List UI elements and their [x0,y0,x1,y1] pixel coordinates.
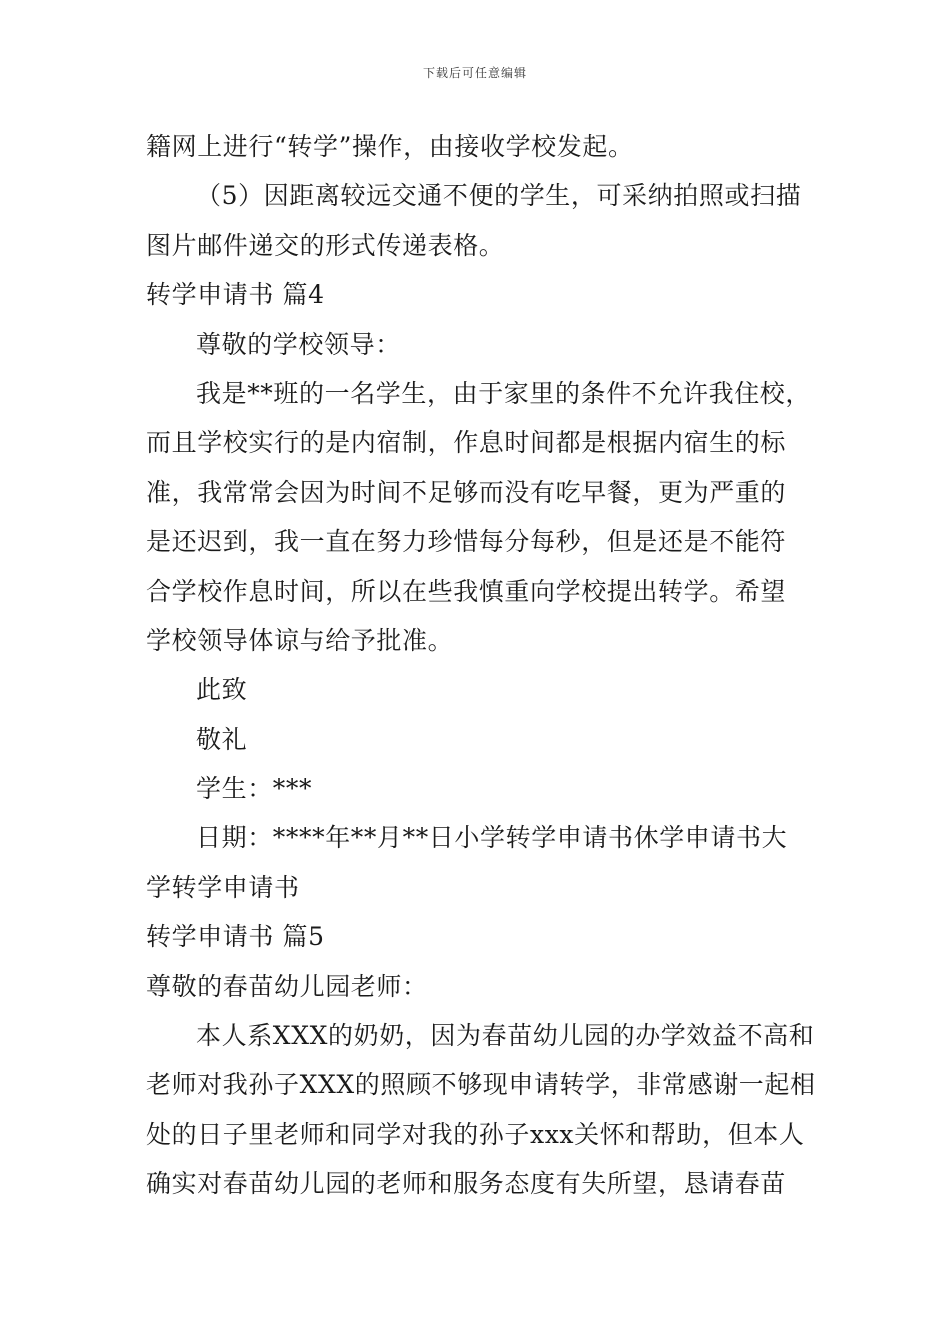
text-line: 是还迟到，我一直在努力珍惜每分每秒，但是还是不能符 [146,527,787,557]
section-heading: 转学申请书 篇5 [146,922,325,952]
page-header: 下载后可任意编辑 [422,66,527,80]
text-line: 本人系XXX的奶奶，因为春苗幼儿园的办学效益不高和 [196,1021,815,1051]
text-line: （5）因距离较远交通不便的学生，可采纳拍照或扫描 [196,181,802,211]
document-body [146,122,818,1209]
salutation: 尊敬的春苗幼儿园老师： [146,971,428,1001]
closing-line: 此致 [196,675,248,705]
text-line: 学校领导体谅与给予批准。 [146,625,454,655]
date-line: 日期：****年**月**日小学转学申请书休学申请书大 [196,823,788,853]
text-line: 确实对春苗幼儿园的老师和服务态度有失所望，恳请春苗 [146,1169,787,1199]
text-line: 我是**班的一名学生，由于家里的条件不允许我住校， [196,378,812,408]
text-line: 处的日子里老师和同学对我的孙子xxx关怀和帮助，但本人 [146,1119,805,1149]
text-line: 学转学申请书 [146,872,300,902]
text-line: 而且学校实行的是内宿制，作息时间都是根据内宿生的标 [146,428,787,458]
text-line: 准，我常常会因为时间不足够而没有吃早餐，更为严重的 [146,477,787,507]
text-line: 籍网上进行“转学”操作，由接收学校发起。 [146,132,634,161]
closing-line: 敬礼 [196,724,248,754]
text-line: 合学校作息时间，所以在些我慎重向学校提出转学。希望 [146,576,787,606]
salutation: 尊敬的学校领导： [196,329,401,359]
text-line: 图片邮件递交的形式传递表格。 [146,230,505,260]
section-heading: 转学申请书 篇4 [146,280,325,310]
text-line: 老师对我孙子XXX的照顾不够现申请转学，非常感谢一起相 [146,1070,816,1100]
signature-line: 学生：*** [196,774,313,804]
